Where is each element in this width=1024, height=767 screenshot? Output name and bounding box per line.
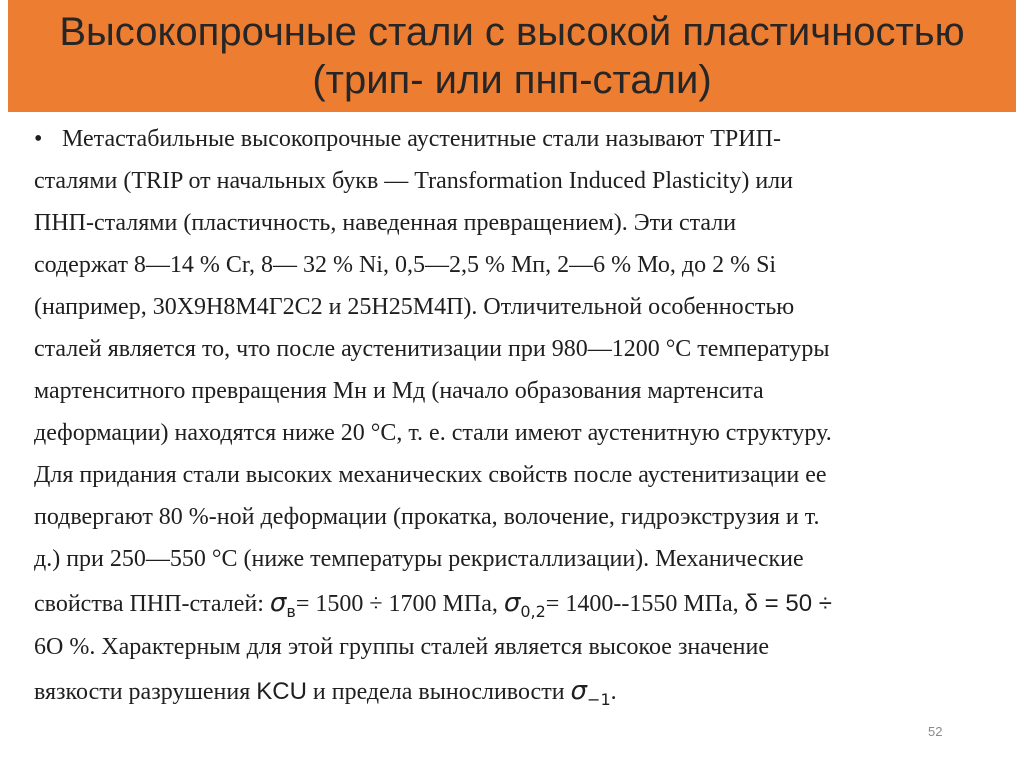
body-line-8: деформации) находятся ниже 20 °С, т. е. стали имеют аустенитную структуру. <box>34 420 832 446</box>
slide-body <box>34 118 994 714</box>
body-line-3: ПНП-сталями (пластичность, наведенная превращением). Эти стали <box>34 210 737 236</box>
sigma-subscript-minus-1: −1 <box>587 690 611 709</box>
kcu-label: KCU <box>256 678 307 705</box>
mechanical-properties-line <box>34 580 994 626</box>
body-line-13: 6О %. Характерным для этой группы сталей является высокое значение <box>34 634 770 660</box>
body-line-10: подвергают 80 %-ной деформации (прокатка, волочение, гидроэкструзия и т. <box>34 504 820 530</box>
body-line-14 <box>34 668 994 714</box>
body-line-9: Для придания стали высоких механических свойств после аустенитизации ее <box>34 462 827 488</box>
tensile-strength-value: = 1500 ÷ 1700 МПа, <box>295 591 504 617</box>
body-line-4: содержат 8—14 % Cr, 8— 32 % Ni, 0,5—2,5 % Мп, 2—6 % Мо, до 2 % Si <box>34 252 777 278</box>
body-line-6: сталей является то, что после аустенитизации при 980—1200 °С температуры <box>34 336 830 362</box>
sigma-symbol: σ <box>269 588 287 618</box>
title-bar <box>8 0 1016 112</box>
slide-title-line-1: Высокопрочные стали с высокой пластичностью <box>59 10 965 54</box>
sigma-subscript-b: в <box>286 602 296 621</box>
body-line-7: мартенситного превращения Мн и Мд (начало образования мартенсита <box>34 378 764 404</box>
page-number: 52 <box>928 724 943 739</box>
body-line-2: сталями (TRIP от начальных букв — Transformation Induced Plasticity) или <box>34 168 793 194</box>
body-text: Метастабильные высокопрочные аустенитные стали называют ТРИП- <box>62 126 781 152</box>
last-line-middle: и предела выносливости <box>306 679 571 705</box>
bullet-icon: • <box>34 126 43 152</box>
yield-strength-value: = 1400--1550 МПа, <box>545 591 745 617</box>
body-line-11: д.) при 250—550 °С (ниже температуры рекристаллизации). Механические <box>34 546 804 572</box>
body-line-5: (например, 30Х9Н8М4Г2С2 и 25Н25М4П). Отличительной особенностью <box>34 294 795 320</box>
sigma-symbol: σ <box>570 676 588 706</box>
last-line-end: . <box>610 679 617 705</box>
slide-title-line-2: (трип- или пнп-стали) <box>312 58 712 102</box>
props-prefix: свойства ПНП-сталей: <box>34 591 270 617</box>
elongation-value: δ = 50 ÷ <box>744 590 832 617</box>
sigma-subscript-02: 0,2 <box>520 602 546 621</box>
last-line-prefix: вязкости разрушения <box>34 679 257 705</box>
body-line-1 <box>34 118 994 160</box>
sigma-symbol: σ <box>503 588 521 618</box>
